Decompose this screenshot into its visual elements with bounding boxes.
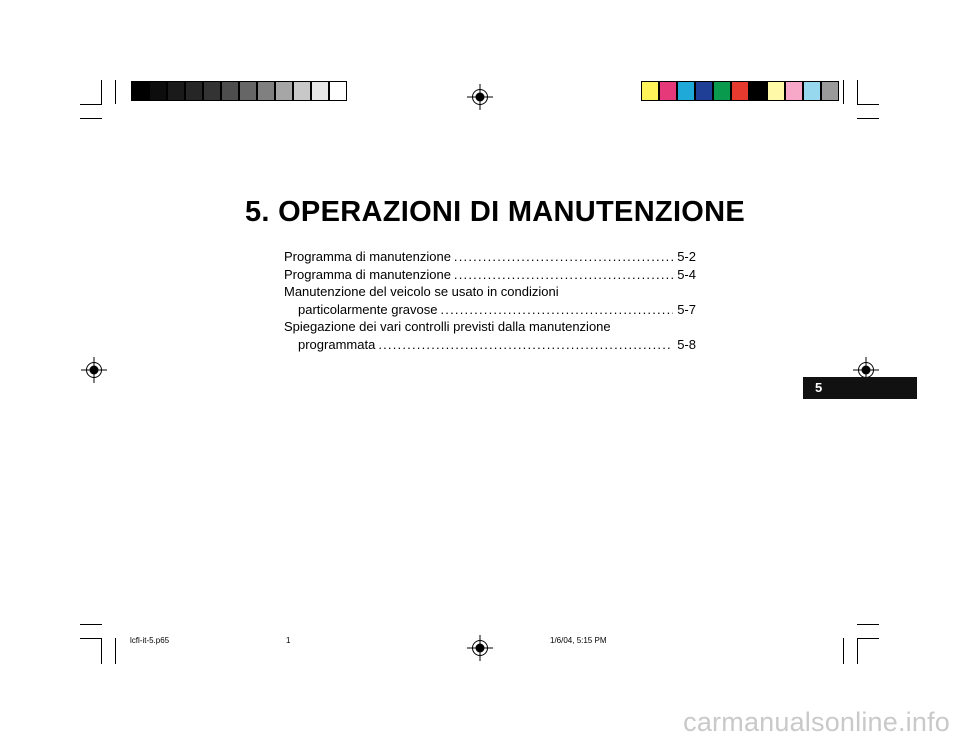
color-swatch: [749, 81, 767, 101]
toc-entry-text: Programma di manutenzione: [284, 266, 451, 282]
crop-mark: [101, 80, 102, 104]
color-swatch: [677, 81, 695, 101]
table-of-contents: [284, 248, 696, 354]
color-calibration-bar: [641, 81, 839, 101]
color-swatch: [695, 81, 713, 101]
toc-leader-dots: [454, 266, 673, 284]
toc-page-number: 5-4: [677, 266, 696, 282]
color-swatch: [713, 81, 731, 101]
toc-leader-dots: [378, 336, 673, 354]
crop-mark: [843, 80, 844, 104]
crop-mark: [80, 624, 102, 625]
toc-entry-text: Spiegazione dei vari controlli previsti dalla manutenzione: [284, 319, 611, 335]
color-swatch: [221, 81, 239, 101]
toc-page-number: 5-8: [677, 336, 696, 352]
crop-mark: [80, 638, 102, 639]
toc-entry-text: Programma di manutenzione: [284, 249, 451, 264]
toc-entry: [284, 248, 696, 266]
color-swatch: [785, 81, 803, 101]
toc-entry-text: particolarmente gravose: [298, 301, 438, 317]
crop-mark: [857, 80, 858, 104]
crop-mark: [80, 118, 102, 119]
toc-page-number: 5-7: [677, 301, 696, 317]
color-swatch: [659, 81, 677, 101]
color-swatch: [167, 81, 185, 101]
toc-entry-text: programmata: [298, 336, 376, 352]
toc-leader-dots: [454, 248, 673, 266]
registration-mark-icon: [81, 357, 107, 383]
toc-page-number: 5-2: [677, 249, 696, 264]
registration-mark-icon: [467, 84, 493, 110]
color-swatch: [293, 81, 311, 101]
crop-mark: [857, 638, 858, 664]
color-swatch: [311, 81, 329, 101]
crop-mark: [115, 80, 116, 104]
crop-mark: [857, 638, 879, 639]
toc-entry: [284, 318, 696, 336]
toc-entry: [284, 283, 696, 301]
color-swatch: [257, 81, 275, 101]
registration-mark-icon: [467, 635, 493, 661]
crop-mark: [857, 104, 879, 105]
color-swatch: [731, 81, 749, 101]
page-title: 5. OPERAZIONI DI MANUTENZIONE: [244, 196, 746, 228]
crop-mark: [857, 624, 879, 625]
color-swatch: [203, 81, 221, 101]
footer-timestamp: 1/6/04, 5:15 PM: [550, 636, 607, 645]
toc-entry: [284, 301, 696, 319]
crop-mark: [115, 638, 116, 664]
crop-mark: [843, 638, 844, 664]
color-swatch: [149, 81, 167, 101]
color-swatch: [131, 81, 149, 101]
color-swatch: [329, 81, 347, 101]
color-swatch: [239, 81, 257, 101]
crop-mark: [857, 118, 879, 119]
gray-calibration-bar: [131, 81, 347, 101]
toc-entry: [284, 336, 696, 354]
color-swatch: [185, 81, 203, 101]
toc-leader-dots: [440, 301, 673, 319]
color-swatch: [767, 81, 785, 101]
color-swatch: [803, 81, 821, 101]
color-swatch: [821, 81, 839, 101]
section-tab: 5: [803, 377, 917, 399]
color-swatch: [275, 81, 293, 101]
crop-mark: [80, 104, 102, 105]
toc-entry-text: Manutenzione del veicolo se usato in condizioni: [284, 284, 559, 300]
watermark: carmanualsonline.info: [683, 707, 950, 737]
footer-page-number: 1: [286, 636, 291, 645]
color-swatch: [641, 81, 659, 101]
toc-entry: [284, 266, 696, 284]
footer-filename: lcfl-it-5.p65: [130, 636, 170, 645]
crop-mark: [101, 638, 102, 664]
